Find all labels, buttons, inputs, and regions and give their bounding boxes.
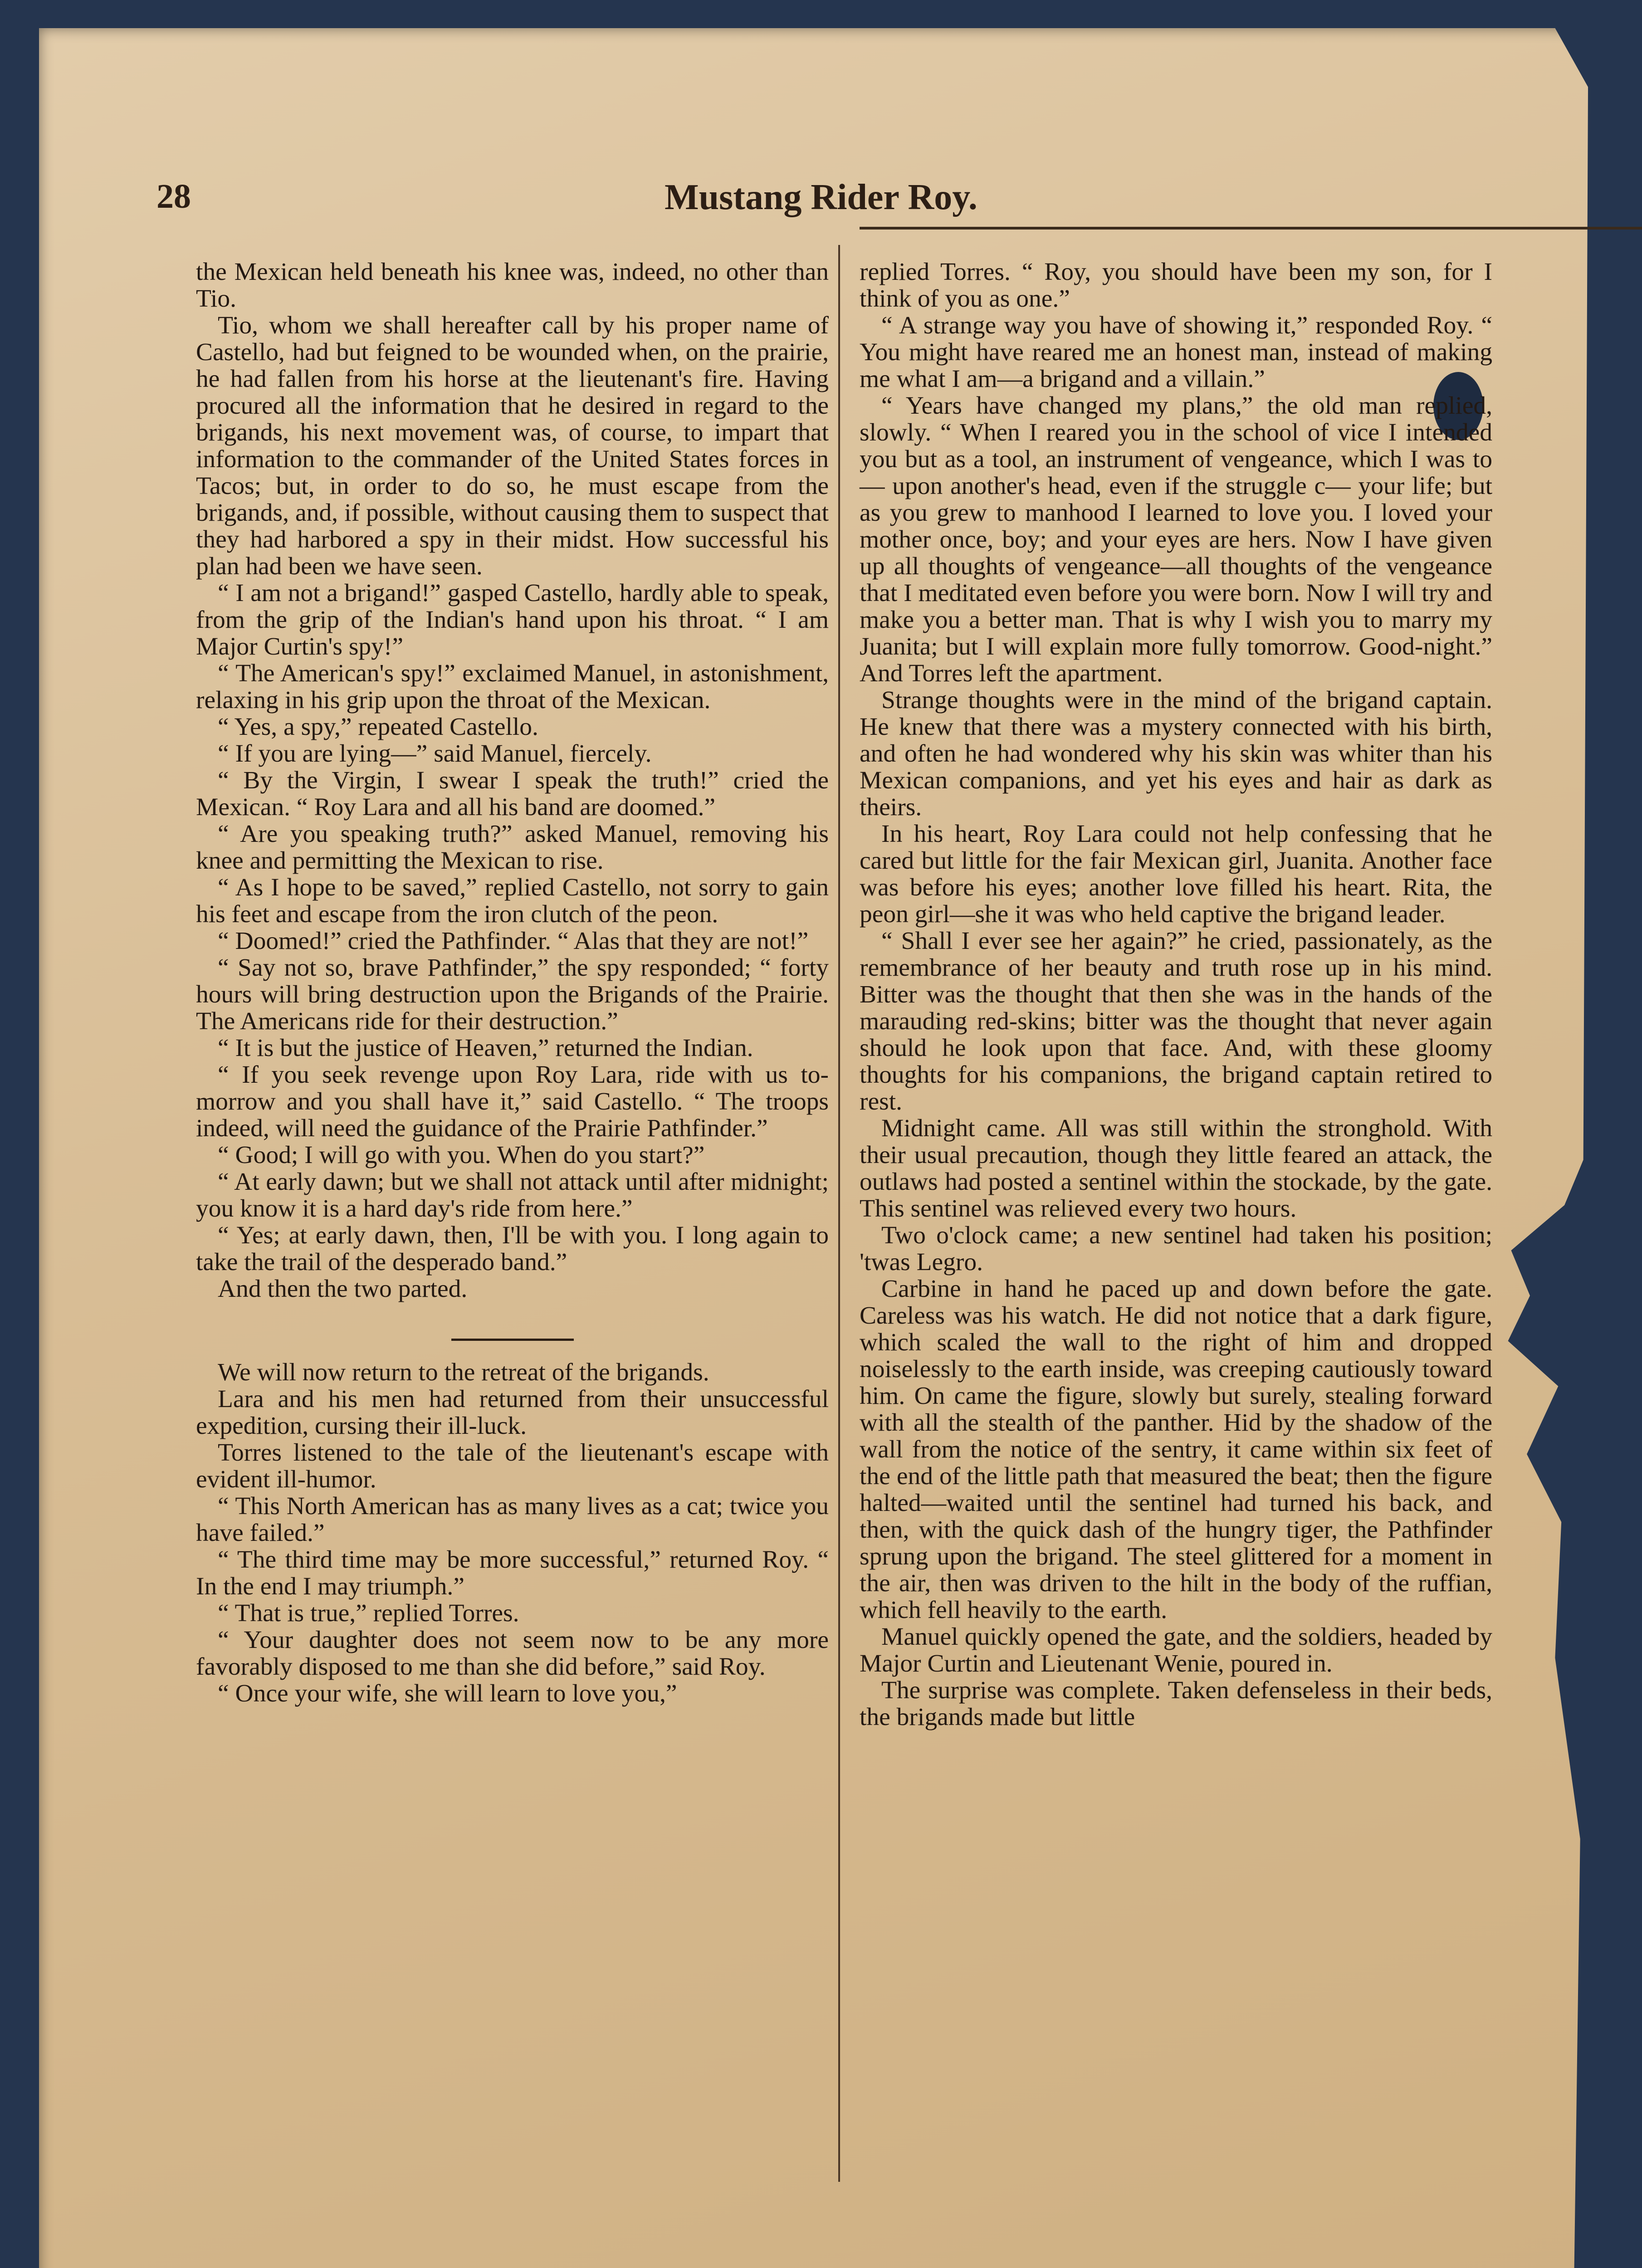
page-header <box>156 177 1486 227</box>
paragraph: Lara and his men had returned from their unsuccessful expedition, cursing their ill-luck. <box>196 1385 829 1440</box>
paragraph: The surprise was complete. Taken defenseless in their beds, the brigands made but little <box>860 1677 1492 1731</box>
paragraph: Manuel quickly opened the gate, and the soldiers, headed by Major Curtin and Lieutenant Wenie, poured in. <box>860 1623 1492 1677</box>
paragraph: “ That is true,” replied Torres. <box>218 1599 519 1627</box>
paragraph: “ Are you speaking truth?” asked Manuel, removing his knee and permitting the Mexican to rise. <box>196 820 829 875</box>
paragraph: “ Yes; at early dawn, then, I'll be with you. I long again to take the trail of the desperado band.” <box>196 1222 829 1276</box>
paragraph: “ Doomed!” cried the Pathfinder. “ Alas that they are not!” <box>218 927 809 955</box>
paragraph: replied Torres. “ Roy, you should have been my son, for I think of you as one.” <box>860 258 1492 313</box>
page-number: 28 <box>156 177 191 215</box>
left-column <box>196 259 829 1707</box>
paragraph: “ It is but the justice of Heaven,” returned the Indian. <box>218 1034 753 1062</box>
paragraph: “ As I hope to be saved,” replied Castello, not sorry to gain his feet and escape from the iron clutch of the peon. <box>196 874 829 928</box>
paragraph: “ This North American has as many lives as a cat; twice you have failed.” <box>196 1492 829 1547</box>
paragraph: “ Say not so, brave Pathfinder,” the spy responded; “ forty hours will bring destruction upon the Brigands of the Prairie. The Americans ride for their destruction.” <box>196 954 829 1035</box>
paragraph: “ Yes, a spy,” repeated Castello. <box>218 713 538 741</box>
column-divider <box>838 245 840 2182</box>
paragraph: the Mexican held beneath his knee was, indeed, no other than Tio. <box>196 258 829 313</box>
paragraph: “ If you are lying—” said Manuel, fiercely. <box>218 740 652 767</box>
paragraph: Carbine in hand he paced up and down before the gate. Careless was his watch. He did not notice that a dark figure, which scaled the wall to the right of him and dropped noiselessly to the earth inside, was creeping cautiously toward him. On came the figure, slowly but surely, stealing forward with all the stealth of the panther. Hid by the shadow of the wall from the notice of the sentry, it came within six feet of the end of the little path that measured the beat; then the figure halted—waited until the sentinel had turned his back, and then, with the quick dash of the hungry tiger, the Pathfinder sprung upon the brigand. The steel glittered for a moment in the air, then was driven to the hilt in the body of the ruffian, which fell heavily to the earth. <box>860 1275 1492 1624</box>
paragraph: “ I am not a brigand!” gasped Castello, hardly able to speak, from the grip of the Indian's hand upon his throat. “ I am Major Curtin's spy!” <box>196 579 829 660</box>
paragraph: Two o'clock came; a new sentinel had taken his position; 'twas Legro. <box>860 1222 1492 1276</box>
paragraph: “ Good; I will go with you. When do you start?” <box>218 1141 705 1169</box>
paragraph: We will now return to the retreat of the brigands. <box>218 1359 709 1386</box>
paragraph: And then the two parted. <box>218 1275 468 1303</box>
header-rule <box>860 227 1642 230</box>
paragraph: “ By the Virgin, I swear I speak the truth!” cried the Mexican. “ Roy Lara and all his band are doomed.” <box>196 767 829 821</box>
paragraph: “ Years have changed my plans,” the old man replied, slowly. “ When I reared you in the school of vice I intended you but as a tool, an instrument of vengeance, which I was to — upon another's head, even if the struggle c— your life; but as you grew to manhood I learned to love you. I loved your mother once, boy; and your eyes are hers. Now I have given up all thoughts of vengeance—all thoughts of the vengeance that I meditated even before you were born. Now I will try and make you a better man. That is why I wish you to marry my Juanita; but I will explain more fully tomorrow. Good-night.” And Torres left the apartment. <box>860 392 1492 687</box>
paragraph: Strange thoughts were in the mind of the brigand captain. He knew that there was a mystery connected with his birth, and often he had wondered why his skin was whiter than his Mexican companions, and yet his eyes and hair as dark as theirs. <box>860 686 1492 821</box>
paragraph: “ If you seek revenge upon Roy Lara, ride with us to-morrow and you shall have it,” said Castello. “ The troops indeed, will need the guidance of the Prairie Pathfinder.” <box>196 1061 829 1142</box>
paragraph: Tio, whom we shall hereafter call by his proper name of Castello, had but feigned to be wounded when, on the prairie, he had fallen from his horse at the lieutenant's fire. Having procured all the information that he desired in regard to the brigands, his next movement was, of course, to impart that information to the commander of the United States forces in Tacos; but, in order to do so, he must escape from the brigands, and, if possible, without causing them to suspect that they had harbored a spy in their midst. How successful his plan had been we have seen. <box>196 312 829 580</box>
right-column <box>860 259 1492 1730</box>
paragraph: “ The third time may be more successful,” returned Roy. “ In the end I may triumph.” <box>196 1546 829 1600</box>
section-break-rule <box>451 1339 574 1341</box>
paragraph: In his heart, Roy Lara could not help confessing that he cared but little for the fair Mexican girl, Juanita. Another face was before his eyes; another love filled his heart. Rita, the peon girl—she it was who held captive the brigand leader. <box>860 820 1492 928</box>
paragraph: Torres listened to the tale of the lieutenant's escape with evident ill-humor. <box>196 1439 829 1493</box>
paragraph: “ Your daughter does not seem now to be any more favorably disposed to me than she did before,” said Roy. <box>196 1626 829 1681</box>
paragraph: “ Once your wife, she will learn to love you,” <box>218 1680 677 1707</box>
paragraph: “ A strange way you have of showing it,” responded Roy. “ You might have reared me an honest man, instead of making me what I am—a brigand and a villain.” <box>860 312 1492 393</box>
paragraph: Midnight came. All was still within the stronghold. With their usual precaution, though they little feared an attack, the outlaws had posted a sentinel within the stockade, by the gate. This sentinel was relieved every two hours. <box>860 1114 1492 1222</box>
running-title: Mustang Rider Roy. <box>665 177 977 217</box>
paragraph: “ Shall I ever see her again?” he cried, passionately, as the remembrance of her beauty and truth rose up in his mind. Bitter was the thought that then she was in the hands of the marauding red-skins; bitter was the thought that never again should he look upon that face. And, with these gloomy thoughts for his companions, the brigand captain retired to rest. <box>860 927 1492 1115</box>
paragraph: “ The American's spy!” exclaimed Manuel, in astonishment, relaxing in his grip upon the throat of the Mexican. <box>196 660 829 714</box>
paragraph: “ At early dawn; but we shall not attack until after midnight; you know it is a hard day's ride from here.” <box>196 1168 829 1222</box>
